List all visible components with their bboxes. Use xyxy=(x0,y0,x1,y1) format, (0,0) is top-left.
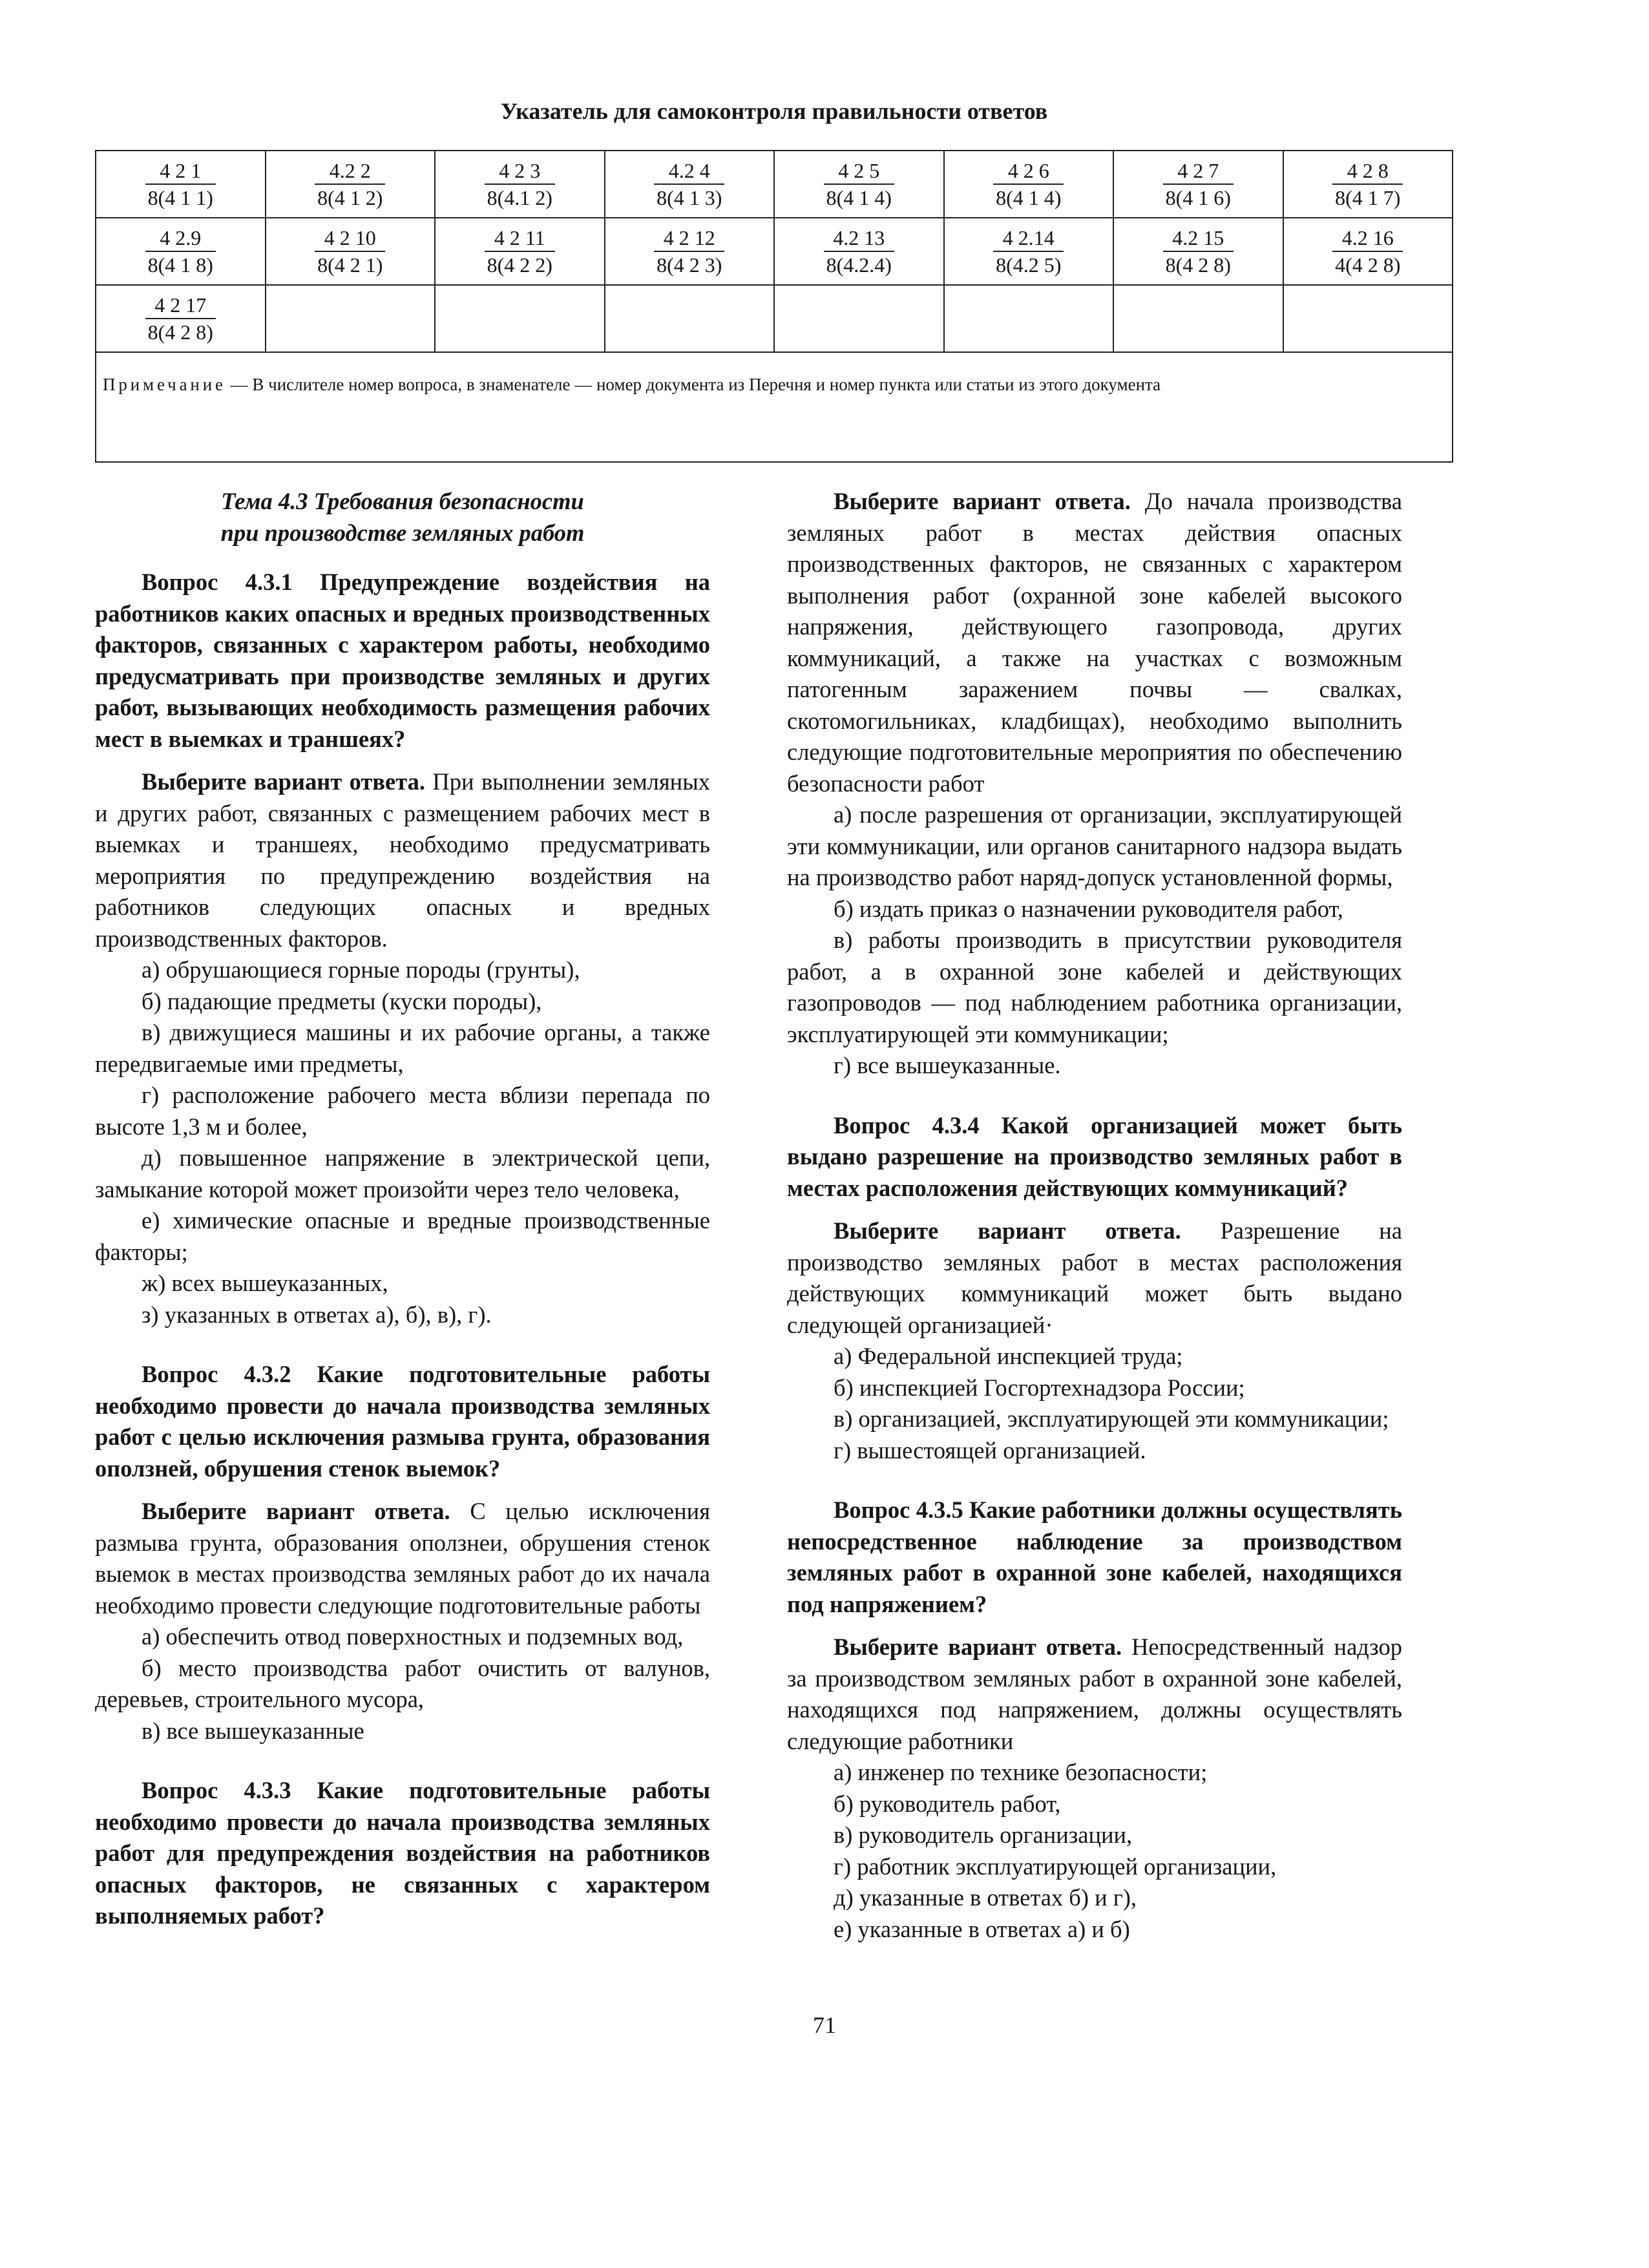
answer-intro-text: До начала производства земляных работ в местах действия опасных производственных факторов, не связанных с характером выполнения работ (охранной зоне кабелей высокого напряжения, действующего газопровода, других коммуникаций, а также на участках с возможным патогенным заражением почвы — свалках, скотомогильниках, кладбищах), необходимо выполнить следующие подготовительные мероприятия по обеспечению безопасности работ xyxy=(787,488,1402,797)
option-list-4-3-1 xyxy=(95,954,710,1330)
answer-index-cell xyxy=(96,151,266,218)
option-list-4-3-3 xyxy=(787,799,1402,1082)
document-reference: 8(4 1 4) xyxy=(996,186,1062,209)
question-number: 4 2 3 xyxy=(485,158,555,185)
answer-fraction xyxy=(315,158,385,211)
answer-index-cell xyxy=(1113,151,1283,218)
question-4-3-4: Вопрос 4.3.4 Какой организацией может быть выдано разрешение на производство земляных работ в местах расположения действующих коммуникаций? xyxy=(787,1111,1402,1201)
document-reference: 8(4.2 5) xyxy=(996,253,1062,277)
theme-heading-line2: при производстве земляных работ xyxy=(220,519,585,546)
answer-intro-4-3-3 xyxy=(787,486,1402,799)
answer-index-cell xyxy=(1113,218,1283,285)
document-reference: 8(4 1 4) xyxy=(826,186,892,209)
option-list-4-3-5 xyxy=(787,1757,1402,1945)
answer-option: а) обрушающиеся горные породы (грунты), xyxy=(142,956,580,983)
answer-option: б) издать приказ о назначении руководителя работ, xyxy=(834,895,1343,922)
question-4-3-3: Вопрос 4.3.3 Какие подготовительные работы необходимо провести до начала производства земляных работ для предупреждения воздействия на работников опасных факторов, не связанных с характером выполняемых работ? xyxy=(95,1777,710,1929)
answer-fraction xyxy=(1163,158,1234,211)
question-number: 4 2 17 xyxy=(145,292,216,319)
question-number: 4.2 4 xyxy=(654,158,724,185)
question-number: 4 2 1 xyxy=(145,158,216,185)
answer-index-cell xyxy=(605,285,775,352)
answer-fraction xyxy=(1332,225,1403,278)
answer-option: а) инженер по технике безопасности; xyxy=(834,1759,1208,1785)
question-number: 4.2 2 xyxy=(315,158,385,185)
question-number: 4 2 10 xyxy=(315,225,385,252)
document-reference: 8(4 1 7) xyxy=(1335,186,1401,209)
answer-index-cell xyxy=(266,218,436,285)
answer-option: д) повышенное напряжение в электрической цепи, замыкание которой может произойти через тело человека, xyxy=(95,1144,710,1202)
answer-lead: Выберите вариант ответа. xyxy=(834,1217,1181,1244)
question-number: 4 2.9 xyxy=(145,225,216,252)
question-4-3-1: Вопрос 4.3.1 Предупреждение воздействия на работников каких опасных и вредных производственных факторов, связанных с характером работы, необходимо предусматривать при производстве земляных и других работ, вызывающих необходимость размещения рабочих мест в выемках и траншеях? xyxy=(95,569,710,752)
answer-option: д) указанные в ответах б) и г), xyxy=(834,1884,1137,1911)
answer-index-cell xyxy=(774,218,944,285)
answer-option: е) указанные в ответах а) и б) xyxy=(834,1915,1130,1942)
answer-fraction xyxy=(654,158,724,211)
answer-fraction xyxy=(993,225,1064,278)
answer-fraction xyxy=(485,225,555,278)
note-label: Примечание xyxy=(103,375,226,394)
question-number: 4.2 15 xyxy=(1163,225,1234,252)
answer-fraction xyxy=(145,292,216,345)
answer-index-cell xyxy=(266,151,436,218)
answer-index-row xyxy=(96,285,1453,352)
answer-option: а) Федеральной инспекцией труда; xyxy=(834,1343,1183,1369)
question-number: 4 2 7 xyxy=(1163,158,1234,185)
note-cell xyxy=(96,352,1453,462)
answer-index-cell xyxy=(944,151,1114,218)
answer-intro-4-3-4 xyxy=(787,1215,1402,1341)
answer-index-cell xyxy=(774,151,944,218)
answer-option: а) после разрешения от организации, эксплуатирующей эти коммуникации, или органов санитарного надзора выдать на производство работ наряд-допуск установленной формы, xyxy=(787,801,1402,890)
answer-index-cell xyxy=(435,285,605,352)
answer-index-row xyxy=(96,151,1453,218)
answer-fraction xyxy=(993,158,1064,211)
answer-intro-text: Непосредственный надзор за производством земляных работ в охранной зоне кабелей, находящихся под напряжением, должны осуществлять следующие работники xyxy=(787,1633,1402,1754)
answer-lead: Выберите вариант ответа. xyxy=(142,1498,450,1524)
answer-index-cell xyxy=(1113,285,1283,352)
answer-fraction xyxy=(824,158,894,211)
answer-index-cell xyxy=(96,218,266,285)
document-reference: 8(4 2 8) xyxy=(1165,253,1231,277)
answer-fraction xyxy=(1163,225,1234,278)
answer-index-body xyxy=(96,151,1453,462)
answer-index-cell xyxy=(944,218,1114,285)
answer-intro-text: При выполнении земляных и других работ, связанных с размещением рабочих мест в выемках и траншеях, необходимо предусматривать мероприятия по предупреждению воздействия на работников следующих опасных и вредных производственных факторов. xyxy=(95,768,710,952)
question-number: 4 2 12 xyxy=(654,225,724,252)
note-text: — В числителе номер вопроса, в знаменателе — номер документа из Перечня и номер пункта или статьи из этого документа xyxy=(226,375,1161,394)
answer-index-cell xyxy=(96,285,266,352)
answer-fraction xyxy=(824,225,894,278)
answer-fraction xyxy=(654,225,724,278)
answer-option: б) руководитель работ, xyxy=(834,1790,1061,1817)
answer-option: з) указанных в ответах а), б), в), г). xyxy=(142,1301,492,1328)
question-number: 4 2 5 xyxy=(824,158,894,185)
question-number: 4 2 11 xyxy=(485,225,555,252)
answer-option: в) организацией, эксплуатирующей эти коммуникации; xyxy=(834,1405,1389,1432)
answer-option: ж) всех вышеуказанных, xyxy=(142,1270,388,1296)
answer-option: е) химические опасные и вредные производственные факторы; xyxy=(95,1207,710,1265)
answer-option: б) падающие предметы (куски породы), xyxy=(142,987,542,1014)
answer-index-row xyxy=(96,218,1453,285)
document-reference: 8(4 2 8) xyxy=(147,320,213,344)
answer-lead: Выберите вариант ответа. xyxy=(834,1633,1122,1660)
answer-option: г) вышестоящей организацией. xyxy=(834,1436,1146,1464)
answer-option: в) все вышеуказанные xyxy=(142,1717,364,1744)
answer-option: г) работник эксплуатирующей организации, xyxy=(834,1853,1277,1880)
answer-intro-4-3-1 xyxy=(95,766,710,954)
answer-option: а) обеспечить отвод поверхностных и подземных вод, xyxy=(142,1623,684,1650)
answer-index-cell xyxy=(605,218,775,285)
answer-index-cell xyxy=(266,285,436,352)
answer-option: г) все вышеуказанные. xyxy=(834,1052,1061,1078)
question-number: 4 2 8 xyxy=(1332,158,1403,185)
question-4-3-5: Вопрос 4.3.5 Какие работники должны осуществлять непосредственное наблюдение за производством земляных работ в охранной зоне кабелей, находящихся под напряжением? xyxy=(787,1496,1402,1617)
document-reference: 8(4 1 8) xyxy=(147,253,213,277)
answer-index-cell xyxy=(774,285,944,352)
answer-index-cell xyxy=(1283,151,1453,218)
answer-index-cell xyxy=(944,285,1114,352)
document-reference: 8(4 1 2) xyxy=(317,186,383,209)
answer-option: в) движущиеся машины и их рабочие органы, а также передвигаемые ими предметы, xyxy=(95,1019,710,1077)
answer-index-table xyxy=(95,150,1453,463)
answer-lead: Выберите вариант ответа. xyxy=(142,768,425,795)
answer-fraction xyxy=(145,158,216,211)
document-reference: 8(4.2.4) xyxy=(826,253,892,277)
answer-fraction xyxy=(145,225,216,278)
document-reference: 8(4 1 3) xyxy=(656,186,722,209)
theme-heading xyxy=(95,486,710,549)
document-reference: 8(4.1 2) xyxy=(487,186,552,209)
question-number: 4 2.14 xyxy=(993,225,1064,252)
answer-index-cell xyxy=(435,151,605,218)
answer-index-cell xyxy=(605,151,775,218)
question-number: 4 2 6 xyxy=(993,158,1064,185)
right-column xyxy=(787,486,1402,1945)
answer-intro-text: С целью исключения размыва грунта, образования оползнеи, обрушения стенок выемок в местах производства земляных работ до их начала необходимо провести следующие подготовительные работы xyxy=(95,1498,710,1619)
answer-option: б) место производства работ очистить от валунов, деревьев, строительного мусора, xyxy=(95,1654,710,1712)
document-reference: 8(4 2 3) xyxy=(656,253,722,277)
answer-fraction xyxy=(315,225,385,278)
answer-option: в) руководитель организации, xyxy=(834,1822,1133,1848)
answer-option: б) инспекцией Госгортехнадзора России; xyxy=(834,1374,1245,1401)
page-number: 71 xyxy=(813,2012,836,2038)
question-number: 4.2 13 xyxy=(824,225,894,252)
question-4-3-2: Вопрос 4.3.2 Какие подготовительные работы необходимо провести до начала производства земляных работ с целью исключения размыва грунта, образования оползней, обрушения стенок выемок? xyxy=(95,1361,710,1482)
answer-intro-4-3-5 xyxy=(787,1632,1402,1757)
answer-fraction xyxy=(485,158,555,211)
left-column xyxy=(95,486,710,1932)
answer-intro-text: Разрешение на производство земляных работ в местах расположения действующих коммуникаций может быть выдано следующей организацией· xyxy=(787,1217,1402,1338)
option-list-4-3-4 xyxy=(787,1341,1402,1466)
question-number: 4.2 16 xyxy=(1332,225,1403,252)
answer-lead: Выберите вариант ответа. xyxy=(834,488,1131,514)
document-reference: 8(4 2 1) xyxy=(317,253,383,277)
document-reference: 8(4 1 6) xyxy=(1165,186,1231,209)
answer-index-cell xyxy=(435,218,605,285)
answer-intro-4-3-2 xyxy=(95,1496,710,1621)
answer-fraction xyxy=(1332,158,1403,211)
document-reference: 8(4 1 1) xyxy=(147,186,213,209)
answer-index-cell xyxy=(1283,285,1453,352)
option-list-4-3-2 xyxy=(95,1621,710,1747)
theme-heading-line1: Тема 4.3 Требования безопасности xyxy=(221,488,584,514)
document-reference: 4(4 2 8) xyxy=(1335,253,1401,277)
answer-index-cell xyxy=(1283,218,1453,285)
answer-index-title: Указатель для самоконтроля правильности ответов xyxy=(500,98,1048,124)
document-reference: 8(4 2 2) xyxy=(487,253,552,277)
note-row xyxy=(96,352,1453,462)
answer-option: г) расположение рабочего места вблизи перепада по высоте 1,3 м и более, xyxy=(95,1082,710,1140)
answer-option: в) работы производить в присутствии руководителя работ, а в охранной зоне кабелей и действующих газопроводов — под наблюдением работника организации, эксплуатирующей эти коммуникации; xyxy=(787,927,1402,1047)
